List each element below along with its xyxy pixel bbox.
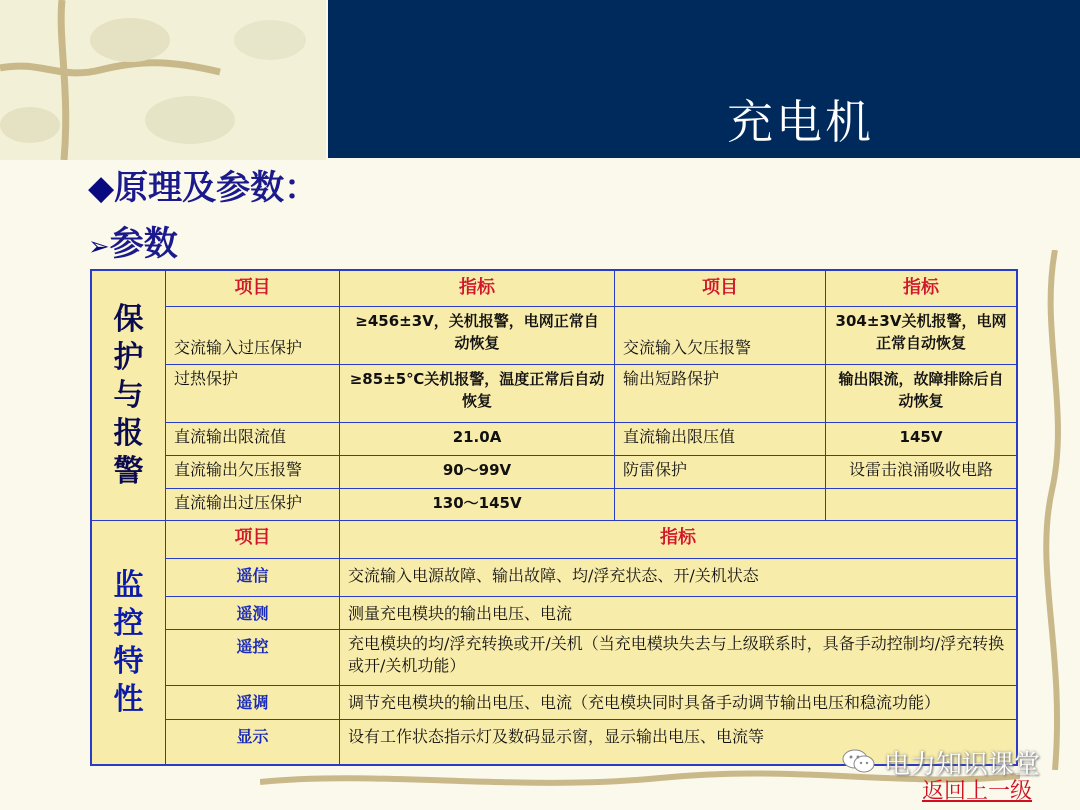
table-row-cell: 直流输出过压保护 [166,489,340,521]
table-row-cell: 测量充电模块的输出电压、电流 [340,597,1016,630]
table-row-cell [615,489,826,521]
protection-header-spec-1: 指标 [340,271,615,307]
heading-principle [88,160,318,209]
table-row-cell: 直流输出限压值 [615,423,826,456]
right-vine-decoration-icon [1030,250,1080,770]
table-row-cell: 遥调 [166,686,340,720]
table-row-cell: 设雷击浪涌吸收电路 [826,456,1016,489]
protection-header-item-2: 项目 [615,271,826,307]
table-row-cell: 304±3V关机报警，电网正常自动恢复 [826,307,1016,365]
slide-title: 充电机 [727,95,874,149]
table-row-cell [826,489,1016,521]
monitoring-header-spec: 指标 [340,521,1016,559]
table-row-cell: 设有工作状态指示灯及数码显示窗，显示输出电压、电流等 [348,727,765,746]
watermark-text: 电力知识课堂 [884,750,1041,780]
title-bar [328,0,1080,158]
protection-header-spec-2: 指标 [826,271,1016,307]
heading1-text: 原理及参数： [114,168,319,208]
table-row-cell: 充电模块的均/浮充转换或开/关机（当充电模块失去与上级联系时，具备手动控制均/浮充转换或开/关机功能） [340,630,1016,686]
protection-header-item-1: 项目 [166,271,340,307]
table-row-cell: ≥85±5℃关机报警，温度正常后自动恢复 [340,365,615,423]
table-row-cell: 130～145V [340,489,615,521]
monitoring-header-item: 项目 [166,521,340,559]
table-row-cell: 遥测 [166,597,340,630]
vine-decoration-icon [0,0,326,160]
table-row-cell: 交流输入电源故障、输出故障、均/浮充状态、开/关机状态 [340,559,1016,597]
wechat-icon [842,748,876,774]
table-row-cell: 过热保护 [166,365,340,423]
parameter-table [90,269,1018,766]
table-row-cell: 显示 [166,720,340,764]
table-row-cell: ≥456±3V，关机报警，电网正常自动恢复 [340,307,615,365]
arrow-bullet-icon: ➢ [88,232,110,262]
table-row-cell: 输出限流，故障排除后自动恢复 [826,365,1016,423]
table-row-cell: 输出短路保护 [615,365,826,423]
table-row-cell: 遥控 [166,630,340,686]
heading2-text: 参数 [109,224,178,264]
heading-parameters [88,216,178,265]
table-row-cell: 直流输出欠压报警 [166,456,340,489]
group-label-monitoring: 监控特性 [92,521,166,764]
table-row-cell: 交流输入欠压报警 [615,307,826,365]
diamond-bullet-icon: ◆ [88,168,115,208]
table-row-cell: 调节充电模块的输出电压、电流（充电模块同时具备手动调节输出电压和稳流功能） [340,686,1016,720]
table-row-cell: 直流输出限流值 [166,423,340,456]
table-row-cell: 21.0A [340,423,615,456]
decorative-vine-background [0,0,326,160]
table-row-cell: 遥信 [166,559,340,597]
table-row-cell: 交流输入过压保护 [166,307,340,365]
group-label-protection: 保护与报警 [92,271,166,521]
table-row-cell: 防雷保护 [615,456,826,489]
back-link[interactable]: 返回上一级 [922,779,1033,804]
table-row-cell: 90～99V [340,456,615,489]
table-row-cell: 145V [826,423,1016,456]
